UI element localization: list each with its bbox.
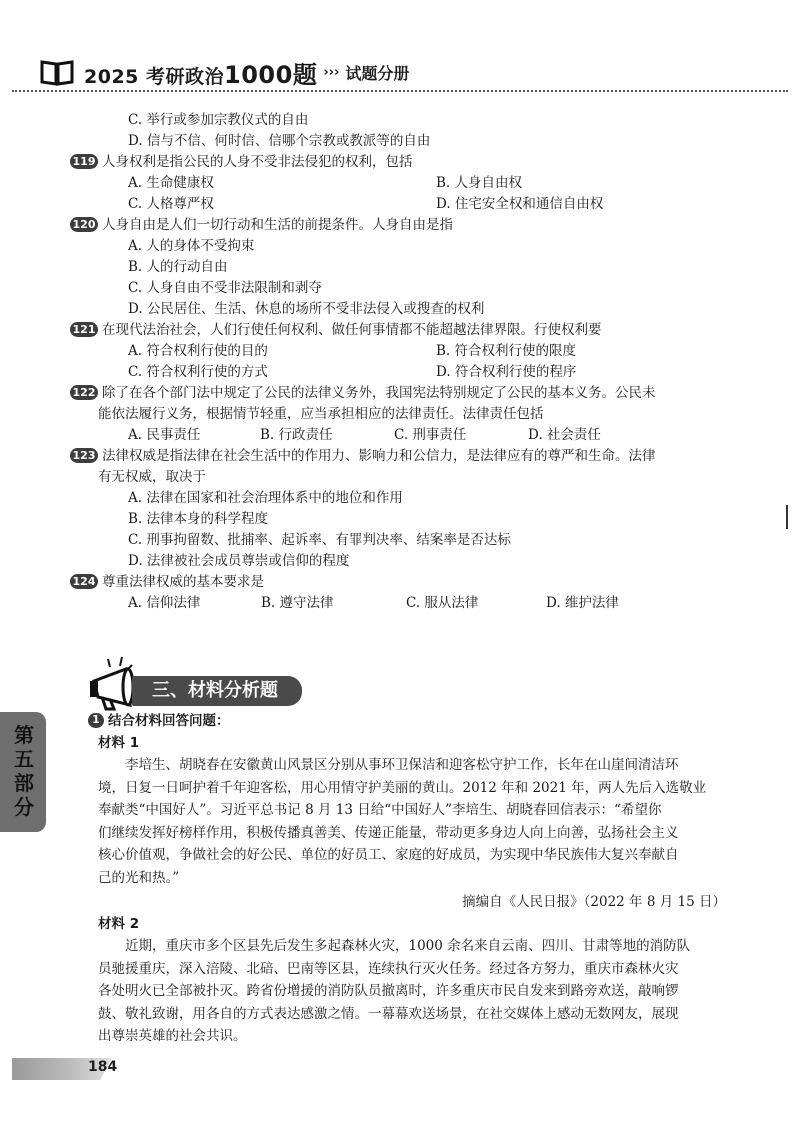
page-number: 184 xyxy=(88,1059,118,1075)
q121-stem-text: 在现代法治社会，人们行使任何权利、做任何事情都不能超越法律界限。行使权利要 xyxy=(102,322,602,338)
q123-option-a: A. 法律在国家和社会治理体系中的地位和作用 xyxy=(128,490,403,506)
q119-number-badge: 119 xyxy=(70,154,98,169)
q121-number-badge: 121 xyxy=(70,322,98,337)
q123-option-c: C. 刑事拘留数、批捕率、起诉率、有罪判决率、结案率是否达标 xyxy=(128,532,511,548)
q120-option-a: A. 人的身体不受拘束 xyxy=(128,238,255,254)
question-list xyxy=(72,110,726,614)
q123-stem-text-1: 法律权威是指法律在社会生活中的作用力、影响力和公信力，是法律应有的尊严和生命。法律 xyxy=(102,448,656,464)
q124-stem xyxy=(70,572,726,593)
q123-option-b: B. 法律本身的科学程度 xyxy=(128,511,269,527)
material-1-title: 材料 1 xyxy=(98,735,140,751)
section-title: 三、材料分析题 xyxy=(132,676,302,706)
q124-stem-text: 尊重法律权威的基本要求是 xyxy=(102,574,264,590)
q122-stem-text-2: 能依法履行义务，根据情节轻重，应当承担相应的法律责任。法律责任包括 xyxy=(98,406,544,422)
q121-option-b: B. 符合权利行使的限度 xyxy=(436,343,577,359)
section-heading xyxy=(88,655,298,705)
open-book-icon xyxy=(40,58,74,86)
header-year: 2025 xyxy=(84,65,139,88)
q119-option-d: D. 住宅安全权和通信自由权 xyxy=(436,196,604,212)
material-2-title: 材料 2 xyxy=(98,916,140,932)
q119-option-b: B. 人身自由权 xyxy=(436,175,523,191)
q124-number-badge: 124 xyxy=(70,574,98,589)
q120-number-badge: 120 xyxy=(70,217,98,232)
q124-option-b: B. 遵守法律 xyxy=(261,595,334,611)
q121-stem xyxy=(70,320,726,341)
q120-option-d: D. 公民居住、生活、休息的场所不受非法侵入或搜查的权利 xyxy=(128,301,485,317)
material-1-line: 境，日复一日呵护着千年迎客松，用心用情守护美丽的黄山。2012 年和 2021 年，两人先后入选敬业 xyxy=(98,779,707,796)
q119-option-c: C. 人格尊严权 xyxy=(128,196,214,212)
material-2-line: 员驰援重庆，深入涪陵、北碚、巴南等区县，连续执行灭火任务。经过各方努力，重庆市森林火灾 xyxy=(98,960,679,977)
q118-option-c: C. 举行或参加宗教仪式的自由 xyxy=(128,112,309,128)
analysis-prompt xyxy=(88,710,726,732)
q121-options-cd xyxy=(98,362,726,383)
q120-stem-text: 人身自由是人们一切行动和生活的前提条件。人身自由是指 xyxy=(102,217,453,233)
q119-option-a: A. 生命健康权 xyxy=(128,175,214,191)
q121-option-a: A. 符合权利行使的目的 xyxy=(128,343,268,359)
q122-option-d: D. 社会责任 xyxy=(528,427,601,443)
q118-option-d: D. 信与不信、何时信、信哪个宗教或教派等的自由 xyxy=(128,133,431,149)
q123-stem-text-2: 有无权威，取决于 xyxy=(98,469,206,485)
q120-option-b: B. 人的行动自由 xyxy=(128,259,228,275)
material-2-line: 近期，重庆市多个区县先后发生多起森林火灾，1000 余名来自云南、四川、甘肃等地的消防队 xyxy=(125,938,691,954)
q122-number-badge: 122 xyxy=(70,385,98,400)
q122-option-c: C. 刑事责任 xyxy=(394,427,467,443)
q119-stem xyxy=(70,152,726,173)
part-side-tab-label: 第五部分 xyxy=(14,723,34,819)
analysis-question xyxy=(92,710,726,1048)
q119-options-cd xyxy=(98,194,726,215)
header-title xyxy=(84,55,317,90)
q123-option-d: D. 法律被社会成员尊崇或信仰的程度 xyxy=(128,553,350,569)
q122-stem xyxy=(70,383,726,404)
q119-options-ab xyxy=(98,173,726,194)
material-2-line: 鼓、敬礼致谢，用各自的方式表达感激之情。一幕幕欢送场景，在社交媒体上感动无数网友，展现 xyxy=(98,1005,679,1022)
header-arrows: ››› xyxy=(323,64,340,80)
page-header xyxy=(40,52,760,92)
material-1-line: 们继续发挥好榜样作用，积极传播真善美、传递正能量，带动更多身边人向上向善，弘扬社会主义 xyxy=(98,824,679,841)
material-1-body xyxy=(98,754,726,889)
q122-stem-text-1: 除了在各个部门法中规定了公民的法律义务外，我国宪法特别规定了公民的基本义务。公民未 xyxy=(102,385,656,401)
q124-option-d: D. 维护法律 xyxy=(546,595,619,611)
q124-options xyxy=(98,593,726,614)
q122-options xyxy=(98,425,726,446)
page-edge-mark xyxy=(786,505,788,529)
q122-option-a: A. 民事责任 xyxy=(128,427,201,443)
q124-option-c: C. 服从法律 xyxy=(406,595,479,611)
material-1-line: 核心价值观，争做社会的好公民、单位的好员工、家庭的好成员，为实现中华民族伟大复兴奉献自 xyxy=(98,847,679,863)
header-subtitle: 试题分册 xyxy=(345,63,410,83)
q123-stem xyxy=(70,446,726,467)
material-2-line: 出尊崇英雄的社会共识。 xyxy=(98,1028,247,1044)
header-title-big: 1000题 xyxy=(224,60,318,89)
analysis-prompt-text: 结合材料回答问题： xyxy=(108,713,230,729)
material-2-line: 各处明火已全部被扑灭。跨省份增援的消防队员撤离时，许多重庆市民自发来到路旁欢送，敲响锣 xyxy=(98,983,679,999)
q120-option-c: C. 人身自由不受非法限制和剥夺 xyxy=(128,280,322,296)
material-1-line: 己的光和热。” xyxy=(98,869,180,886)
q121-option-c: C. 符合权利行使的方式 xyxy=(128,364,268,380)
q121-options-ab xyxy=(98,341,726,362)
q124-option-a: A. 信仰法律 xyxy=(128,595,201,611)
analysis-number-badge: 1 xyxy=(88,713,104,728)
q122-option-b: B. 行政责任 xyxy=(260,427,333,443)
material-1-source: 摘编自《人民日报》（2022 年 8 月 15 日） xyxy=(462,894,726,910)
material-1-line: 李培生、胡晓春在安徽黄山风景区分别从事环卫保洁和迎客松守护工作，长年在山崖间清洁环 xyxy=(125,757,679,773)
q119-stem-text: 人身权利是指公民的人身不受非法侵犯的权利，包括 xyxy=(102,154,413,170)
q121-option-d: D. 符合权利行使的程序 xyxy=(436,364,577,380)
material-2-body xyxy=(98,935,726,1048)
material-1-line: 奉献类“中国好人”。习近平总书记 8 月 13 日给“中国好人”李培生、胡晓春回信表示：“希望你 xyxy=(98,802,662,818)
q120-stem xyxy=(70,215,726,236)
header-divider xyxy=(12,90,788,92)
header-title-pre: 考研政治 xyxy=(146,65,225,88)
q123-number-badge: 123 xyxy=(70,448,98,463)
